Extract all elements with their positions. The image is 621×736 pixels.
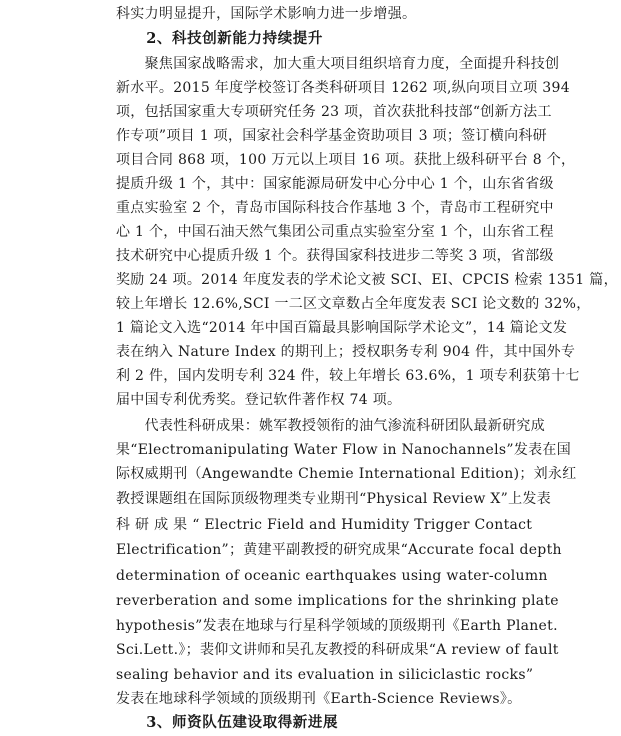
paragraph-line: determination of oceanic earthquakes using water-column bbox=[116, 568, 548, 584]
paragraph-line: 重点实验室 2 个，青岛市国际科技合作基地 3 个，青岛市工程研究中 bbox=[116, 200, 554, 216]
paragraph-line: 提质升级 1 个，其中：国家能源局研发中心分中心 1 个，山东省省级 bbox=[116, 176, 554, 192]
paragraph-line: 较上年增长 12.6%,SCI 一二区文章数占全年度发表 SCI 论文数的 32%， bbox=[116, 296, 591, 312]
paragraph-line: 聚焦国家战略需求，加大重大项目组织培育力度，全面提升科技创 bbox=[116, 56, 560, 72]
paragraph-line: 1 篇论文入选“2014 年中国百篇最具影响国际学术论文”，14 篇论文发 bbox=[116, 320, 568, 336]
paragraph-line: 利 2 件，国内发明专利 324 件，较上年增长 63.6%，1 项专利获第十七 bbox=[116, 368, 580, 384]
section-heading: 2、科技创新能力持续提升 bbox=[116, 30, 323, 47]
paragraph-line: 作专项”项目 1 项，国家社会科学基金资助项目 3 项；签订横向科研 bbox=[116, 128, 547, 144]
section-heading: 3、师资队伍建设取得新进展 bbox=[116, 714, 339, 731]
paragraph-line: 科实力明显提升，国际学术影响力进一步增强。 bbox=[116, 6, 417, 22]
paragraph-line: 技术研究中心提质升级 1 个。获得国家科技进步二等奖 3 项，省部级 bbox=[116, 248, 554, 264]
paragraph-line: 代表性科研成果：姚军教授领衔的油气渗流科研团队最新研究成 bbox=[116, 418, 545, 434]
paragraph-line: 新水平。2015 年度学校签订各类科研项目 1262 项,纵向项目立项 394 bbox=[116, 80, 570, 96]
paragraph-line: 奖励 24 项。2014 年度发表的学术论文被 SCI、EI、CPCIS 检索 1351 篇， bbox=[116, 272, 618, 288]
paragraph-line: reverberation and some implications for the shrinking plate bbox=[116, 593, 559, 609]
paragraph-line: Electrification”；黄建平副教授的研究成果“Accurate focal depth bbox=[116, 542, 562, 558]
paragraph-line: hypothesis”发表在地球与行星科学领域的顶级期刊《Earth Planet. bbox=[116, 618, 558, 634]
paragraph-line: 届中国专利优秀奖。登记软件著作权 74 项。 bbox=[116, 392, 402, 408]
paragraph-line: 心 1 个，中国石油天然气集团公司重点实验室分室 1 个，山东省工程 bbox=[116, 224, 554, 240]
paragraph-line: sealing behavior and its evaluation in siliciclastic rocks” bbox=[116, 667, 534, 683]
paragraph-line: 发表在地球科学领域的顶级期刊《Earth-Science Reviews》。 bbox=[116, 691, 522, 707]
paragraph-line: 科 研 成 果 “ Electric Field and Humidity Trigger Contact bbox=[116, 517, 533, 533]
paragraph-line: 项目合同 868 项，100 万元以上项目 16 项。获批上级科研平台 8 个， bbox=[116, 152, 576, 168]
paragraph-line: 际权威期刊（Angewandte Chemie International Edition)；刘永红 bbox=[116, 466, 577, 482]
paragraph-line: 项，包括国家重大专项研究任务 23 项，首次获批科技部“创新方法工 bbox=[116, 104, 552, 120]
paragraph-line: 表在纳入 Nature Index 的期刊上；授权职务专利 904 件，其中国外专 bbox=[116, 344, 576, 360]
paragraph-line: 果“Electromanipulating Water Flow in Nanochannels”发表在国 bbox=[116, 442, 572, 458]
paragraph-line: 教授课题组在国际顶级物理类专业期刊“Physical Review X”上发表 bbox=[116, 491, 552, 507]
paragraph-line: Sci.Lett.》；裴仰文讲师和吴孔友教授的科研成果“A review of fault bbox=[116, 642, 559, 658]
